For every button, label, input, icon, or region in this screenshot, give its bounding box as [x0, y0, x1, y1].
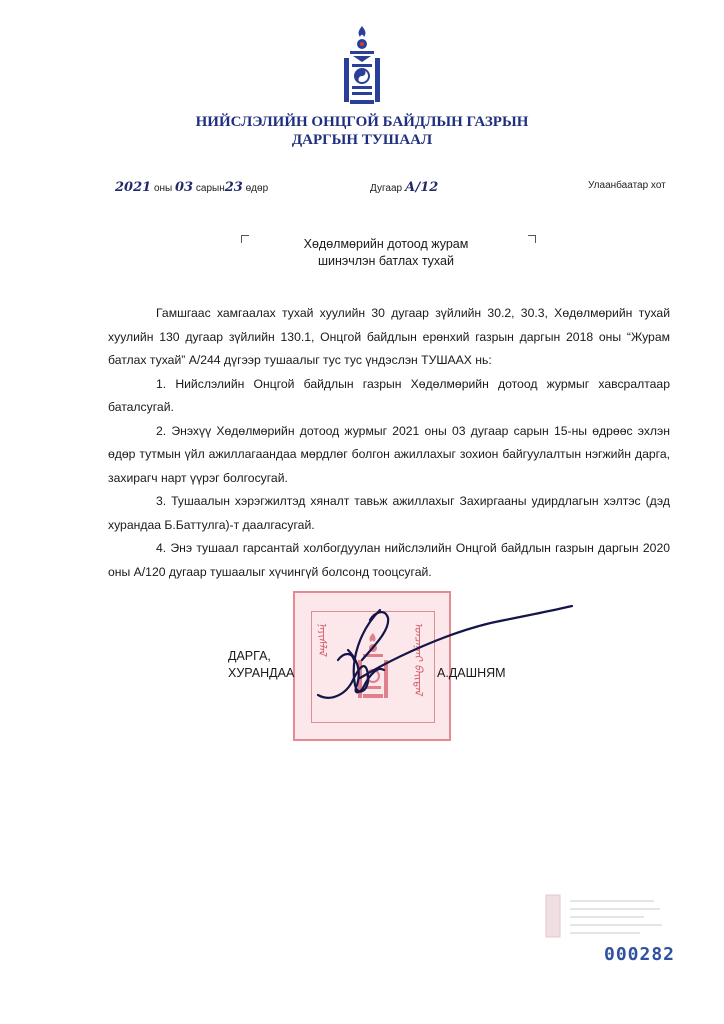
stamp-script-left: ᠨᠡᠶᠢᠰᠯᠡᠯ	[316, 622, 329, 656]
signatory-name: А.ДАШНЯМ	[437, 666, 506, 680]
order-number	[370, 180, 438, 195]
date-year: 2021	[115, 180, 152, 195]
order-body	[108, 302, 670, 584]
document-title	[0, 113, 724, 149]
order-item: 2. Энэхүү Хөдөлмөрийн дотоод журмыг 2021 оны 03 дугаар сарын 15-ны өдрөөс эхлэн өдөр тутмын үйл ажиллагаандаа мөрдлөг болгон ажиллахыг зохион байгуулалтын нэгжийн дарга, захирагч нарт үүрэг болгосугай.	[108, 423, 670, 485]
signatory-title-line-2: ХУРАНДАА	[228, 666, 295, 680]
subject-bracket-left	[241, 235, 249, 243]
registry-stamp-icon	[544, 893, 670, 939]
subject-line-1: Хөдөлмөрийн дотоод журам	[303, 237, 469, 251]
order-subject	[250, 236, 522, 270]
date-day: 23	[224, 180, 243, 195]
document-serial-number: 000282	[604, 944, 676, 965]
date-month: 03	[175, 180, 194, 195]
signatory-title-line-1: ДАРГА,	[228, 649, 271, 663]
order-place: Улаанбаатар хот	[588, 180, 666, 191]
subject-line-2: шинэчлэн батлах тухай	[318, 254, 454, 268]
handwritten-signature	[300, 590, 600, 710]
order-number-value: А/12	[404, 180, 439, 195]
order-date	[115, 180, 268, 195]
order-item: 4. Энэ тушаал гарсантай холбогдуулан нийслэлийн Онцгой байдлын газрын даргын 2020 оны А/120 дугаар тушаалыг хүчингүй болсонд тооцсугай.	[108, 541, 670, 579]
subject-bracket-right	[528, 235, 536, 243]
order-item: 1. Нийслэлийн Онцгой байдлын газрын Хөдөлмөрийн дотоод журмыг хавсралтаар баталсугай.	[108, 376, 670, 414]
title-line-1: НИЙСЛЭЛИЙН ОНЦГОЙ БАЙДЛЫН ГАЗРЫН	[195, 114, 529, 130]
stamp-script-right: ᠣᠨᠴᠠᠭᠠᠢ ᠪᠠᠢᠳᠠᠯ	[412, 622, 425, 695]
order-number-label: Дугаар	[370, 183, 405, 194]
date-day-suffix: өдөр	[242, 183, 269, 194]
state-emblem-icon	[340, 24, 384, 108]
date-year-suffix: оны	[151, 183, 176, 194]
order-preamble: Гамшгаас хамгаалах тухай хуулийн 30 дугаар зүйлийн 30.2, 30.3, Хөдөлмөрийн тухай хуулийн 130 дугаар зүйлийн 130.1, Онцгой байдлын ерөнхий газрын даргын 2018 оны “Журам батлах тухай” А/244 дүгээр тушаалыг тус тус үндэслэн ТУШААХ нь:	[108, 306, 670, 367]
order-item: 3. Тушаалын хэрэгжилтэд хяналт тавьж ажиллахыг Захиргааны удирдлагын хэлтэс (дэд хурандаа Б.Баттулга)-т даалгасугай.	[108, 494, 670, 532]
title-line-2: ДАРГЫН ТУШААЛ	[291, 132, 433, 148]
signatory-title	[228, 648, 294, 682]
date-month-suffix: сарын	[193, 183, 225, 194]
